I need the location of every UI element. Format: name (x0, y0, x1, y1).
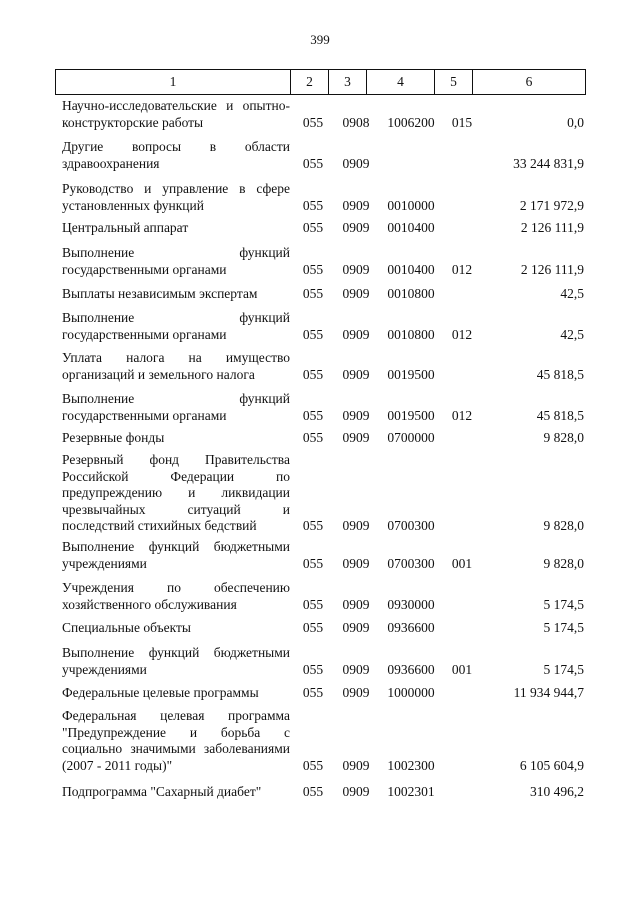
row-col-4: 0930000 (387, 596, 435, 612)
row-col-4: 0700300 (387, 555, 435, 571)
row-col-4: 0936600 (387, 661, 435, 677)
row-col-4: 0019500 (387, 366, 435, 382)
row-col-3: 0909 (342, 620, 370, 635)
row-col-6: 11 934 944,7 (513, 685, 584, 700)
header-cell-5: 5 (435, 70, 473, 95)
row-col-3: 0909 (342, 197, 370, 213)
row-col-2: 055 (302, 326, 324, 342)
row-col-3: 0909 (342, 366, 370, 382)
row-col-6: 9 828,0 (543, 555, 584, 571)
row-col-6: 33 244 831,9 (513, 155, 584, 171)
row-col-2: 055 (302, 430, 324, 445)
row-description-line: Выполнение функций бюджетными (62, 645, 290, 660)
row-col-3: 0909 (342, 518, 370, 533)
row-col-6: 0,0 (567, 114, 584, 130)
row-description-line: Выполнение функций (62, 310, 290, 325)
row-col-6: 5 174,5 (543, 620, 584, 635)
row-col-6: 5 174,5 (543, 596, 584, 612)
row-description (62, 685, 290, 702)
row-col-4: 0700300 (387, 518, 435, 533)
row-description (62, 220, 290, 237)
row-description (62, 645, 290, 678)
row-col-2: 055 (302, 685, 324, 700)
row-col-2: 055 (302, 366, 324, 382)
row-col-6: 5 174,5 (543, 661, 584, 677)
row-description-line: Выполнение функций (62, 245, 290, 260)
row-description-line: учреждениями (62, 661, 147, 677)
row-description-line: Другие вопросы в области (62, 139, 290, 154)
row-description-line: Центральный аппарат (62, 220, 189, 235)
row-col-6: 310 496,2 (530, 784, 584, 799)
row-col-2: 055 (302, 518, 324, 533)
row-description-line: Выплаты независимым экспертам (62, 286, 258, 301)
row-description-line: Резервные фонды (62, 430, 165, 445)
row-col-2: 055 (302, 286, 324, 301)
row-description-line: Федеральная целевая программа (62, 708, 290, 723)
row-col-2: 055 (302, 555, 324, 571)
row-description-line: учреждениями (62, 555, 147, 571)
row-col-6: 45 818,5 (536, 366, 584, 382)
row-col-4: 0010000 (387, 197, 435, 213)
row-description-line: (2007 - 2011 годы)" (62, 757, 173, 773)
row-description-line: Резервный фонд Правительства (62, 452, 290, 467)
header-cell-1: 1 (56, 70, 291, 95)
row-description-line: Выполнение функций (62, 391, 290, 406)
row-description-line: последствий стихийных бедствий (62, 518, 257, 533)
row-description (62, 181, 290, 214)
row-description-line: хозяйственного обслуживания (62, 596, 237, 612)
row-col-4: 0936600 (387, 620, 435, 635)
row-description (62, 539, 290, 572)
row-description (62, 98, 290, 131)
row-col-6: 42,5 (560, 286, 584, 301)
row-col-3: 0909 (342, 261, 370, 277)
row-col-3: 0909 (342, 661, 370, 677)
row-description-line: Российской Федерации по (62, 468, 290, 484)
row-col-5: 015 (451, 114, 473, 130)
row-description-line: Уплата налога на имущество (62, 350, 290, 365)
row-col-4: 0010400 (387, 261, 435, 277)
row-col-6: 6 105 604,9 (519, 757, 584, 773)
row-description-line: чрезвычайных ситуаций и (62, 501, 290, 517)
row-description-line: конструкторские работы (62, 114, 204, 130)
row-description-line: установленных функций (62, 197, 204, 213)
row-col-3: 0909 (342, 757, 370, 773)
row-col-2: 055 (302, 596, 324, 612)
row-col-3: 0909 (342, 430, 370, 445)
row-col-5: 012 (451, 326, 473, 342)
row-description (62, 580, 290, 613)
row-col-3: 0909 (342, 596, 370, 612)
row-col-6: 2 126 111,9 (520, 220, 584, 235)
row-col-3: 0909 (342, 784, 370, 799)
row-description-line: государственными органами (62, 326, 227, 342)
row-col-6: 9 828,0 (543, 430, 584, 445)
header-cell-4: 4 (367, 70, 435, 95)
row-description-line: здравоохранения (62, 155, 160, 171)
row-col-5: 012 (451, 407, 473, 423)
row-description-line: Подпрограмма "Сахарный диабет" (62, 784, 262, 799)
row-description (62, 708, 290, 774)
row-description (62, 784, 290, 801)
row-col-3: 0909 (342, 155, 370, 171)
row-description-line: "Предупреждение и борьба с (62, 724, 290, 740)
row-description (62, 350, 290, 383)
row-description-line: Федеральные целевые программы (62, 685, 259, 700)
row-description-line: Руководство и управление в сфере (62, 181, 290, 196)
header-cell-6: 6 (473, 70, 586, 95)
row-col-5: 001 (451, 661, 473, 677)
row-description (62, 139, 290, 172)
row-col-3: 0909 (342, 407, 370, 423)
row-description (62, 430, 290, 447)
row-col-6: 9 828,0 (543, 518, 584, 533)
row-col-3: 0909 (342, 685, 370, 700)
row-col-3: 0909 (342, 286, 370, 301)
row-description-line: государственными органами (62, 407, 227, 423)
row-col-4: 1002301 (387, 784, 435, 799)
row-col-4: 1000000 (387, 685, 435, 700)
row-col-4: 0019500 (387, 407, 435, 423)
row-description-line: Учреждения по обеспечению (62, 580, 290, 595)
row-col-5: 012 (451, 261, 473, 277)
row-col-2: 055 (302, 661, 324, 677)
row-col-5: 001 (451, 555, 473, 571)
row-col-3: 0909 (342, 220, 370, 235)
row-col-3: 0909 (342, 326, 370, 342)
row-description (62, 391, 290, 424)
row-col-4: 0010800 (387, 286, 435, 301)
row-description-line: социально значимыми заболеваниями (62, 741, 290, 756)
header-cell-2: 2 (291, 70, 329, 95)
row-col-4: 1006200 (387, 114, 435, 130)
row-description (62, 620, 290, 637)
table-header (55, 69, 586, 95)
row-col-2: 055 (302, 620, 324, 635)
header-cell-3: 3 (329, 70, 367, 95)
row-col-2: 055 (302, 114, 324, 130)
row-col-3: 0909 (342, 555, 370, 571)
row-description (62, 310, 290, 343)
row-col-2: 055 (302, 197, 324, 213)
page-number: 399 (310, 32, 330, 47)
row-description (62, 245, 290, 278)
row-col-6: 2 171 972,9 (519, 197, 584, 213)
row-col-4: 0010800 (387, 326, 435, 342)
row-description-line: государственными органами (62, 261, 227, 277)
row-description-line: Выполнение функций бюджетными (62, 539, 290, 554)
row-col-4: 0700000 (387, 430, 435, 445)
row-description-line: предупреждению и ликвидации (62, 485, 290, 500)
table-header-row (56, 70, 586, 95)
row-col-2: 055 (302, 784, 324, 799)
row-description (62, 452, 290, 535)
row-description-line: организаций и земельного налога (62, 366, 255, 382)
row-description (62, 286, 290, 303)
row-col-3: 0908 (342, 114, 370, 130)
row-col-4: 0010400 (387, 220, 435, 235)
row-col-6: 42,5 (560, 326, 584, 342)
row-description-line: Научно-исследовательские и опытно- (62, 98, 290, 113)
row-col-2: 055 (302, 757, 324, 773)
row-description-line: Специальные объекты (62, 620, 191, 635)
row-col-6: 2 126 111,9 (520, 261, 584, 277)
row-col-2: 055 (302, 220, 324, 235)
row-col-2: 055 (302, 155, 324, 171)
row-col-2: 055 (302, 407, 324, 423)
row-col-6: 45 818,5 (536, 407, 584, 423)
row-col-4: 1002300 (387, 757, 435, 773)
row-col-2: 055 (302, 261, 324, 277)
